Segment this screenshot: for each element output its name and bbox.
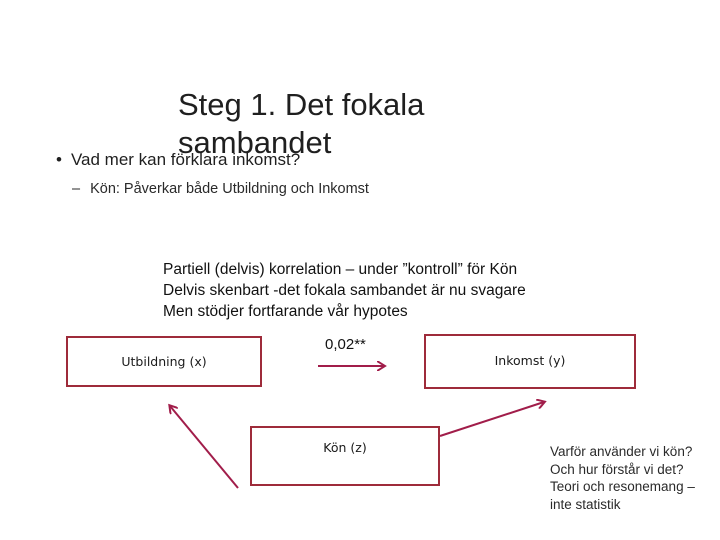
bullet-text: Vad mer kan förklara inkomst?	[70, 150, 301, 169]
box-inkomst-label: Inkomst (y)	[494, 353, 566, 368]
box-utbildning-label: Utbildning (x)	[121, 354, 207, 369]
partial-line-2: Delvis skenbart -det fokala sambandet är nu svagare	[163, 282, 526, 299]
sub-bullet-text: Kön: Påverkar både Utbildning och Inkomst	[90, 181, 369, 197]
sub-bullet-marker: –	[72, 181, 81, 197]
coefficient-label: 0,02**	[325, 336, 366, 353]
box-inkomst	[424, 334, 636, 389]
box-kon-label: Kön (z)	[323, 440, 367, 455]
arrow-z-to-x	[170, 406, 238, 488]
box-kon	[250, 426, 440, 486]
box-utbildning	[66, 336, 262, 387]
note-text: Varför använder vi kön? Och hur förstår vi det? Teori och resonemang – inte statistik	[550, 444, 695, 512]
arrow-z-to-y	[440, 402, 544, 436]
slide-title: Steg 1. Det fokala sambandet	[178, 87, 425, 160]
bullet-marker: •	[56, 150, 62, 169]
partial-line-3: Men stödjer fortfarande vår hypotes	[163, 303, 408, 320]
partial-line-1: Partiell (delvis) korrelation – under ”kontroll” för Kön	[163, 261, 518, 278]
